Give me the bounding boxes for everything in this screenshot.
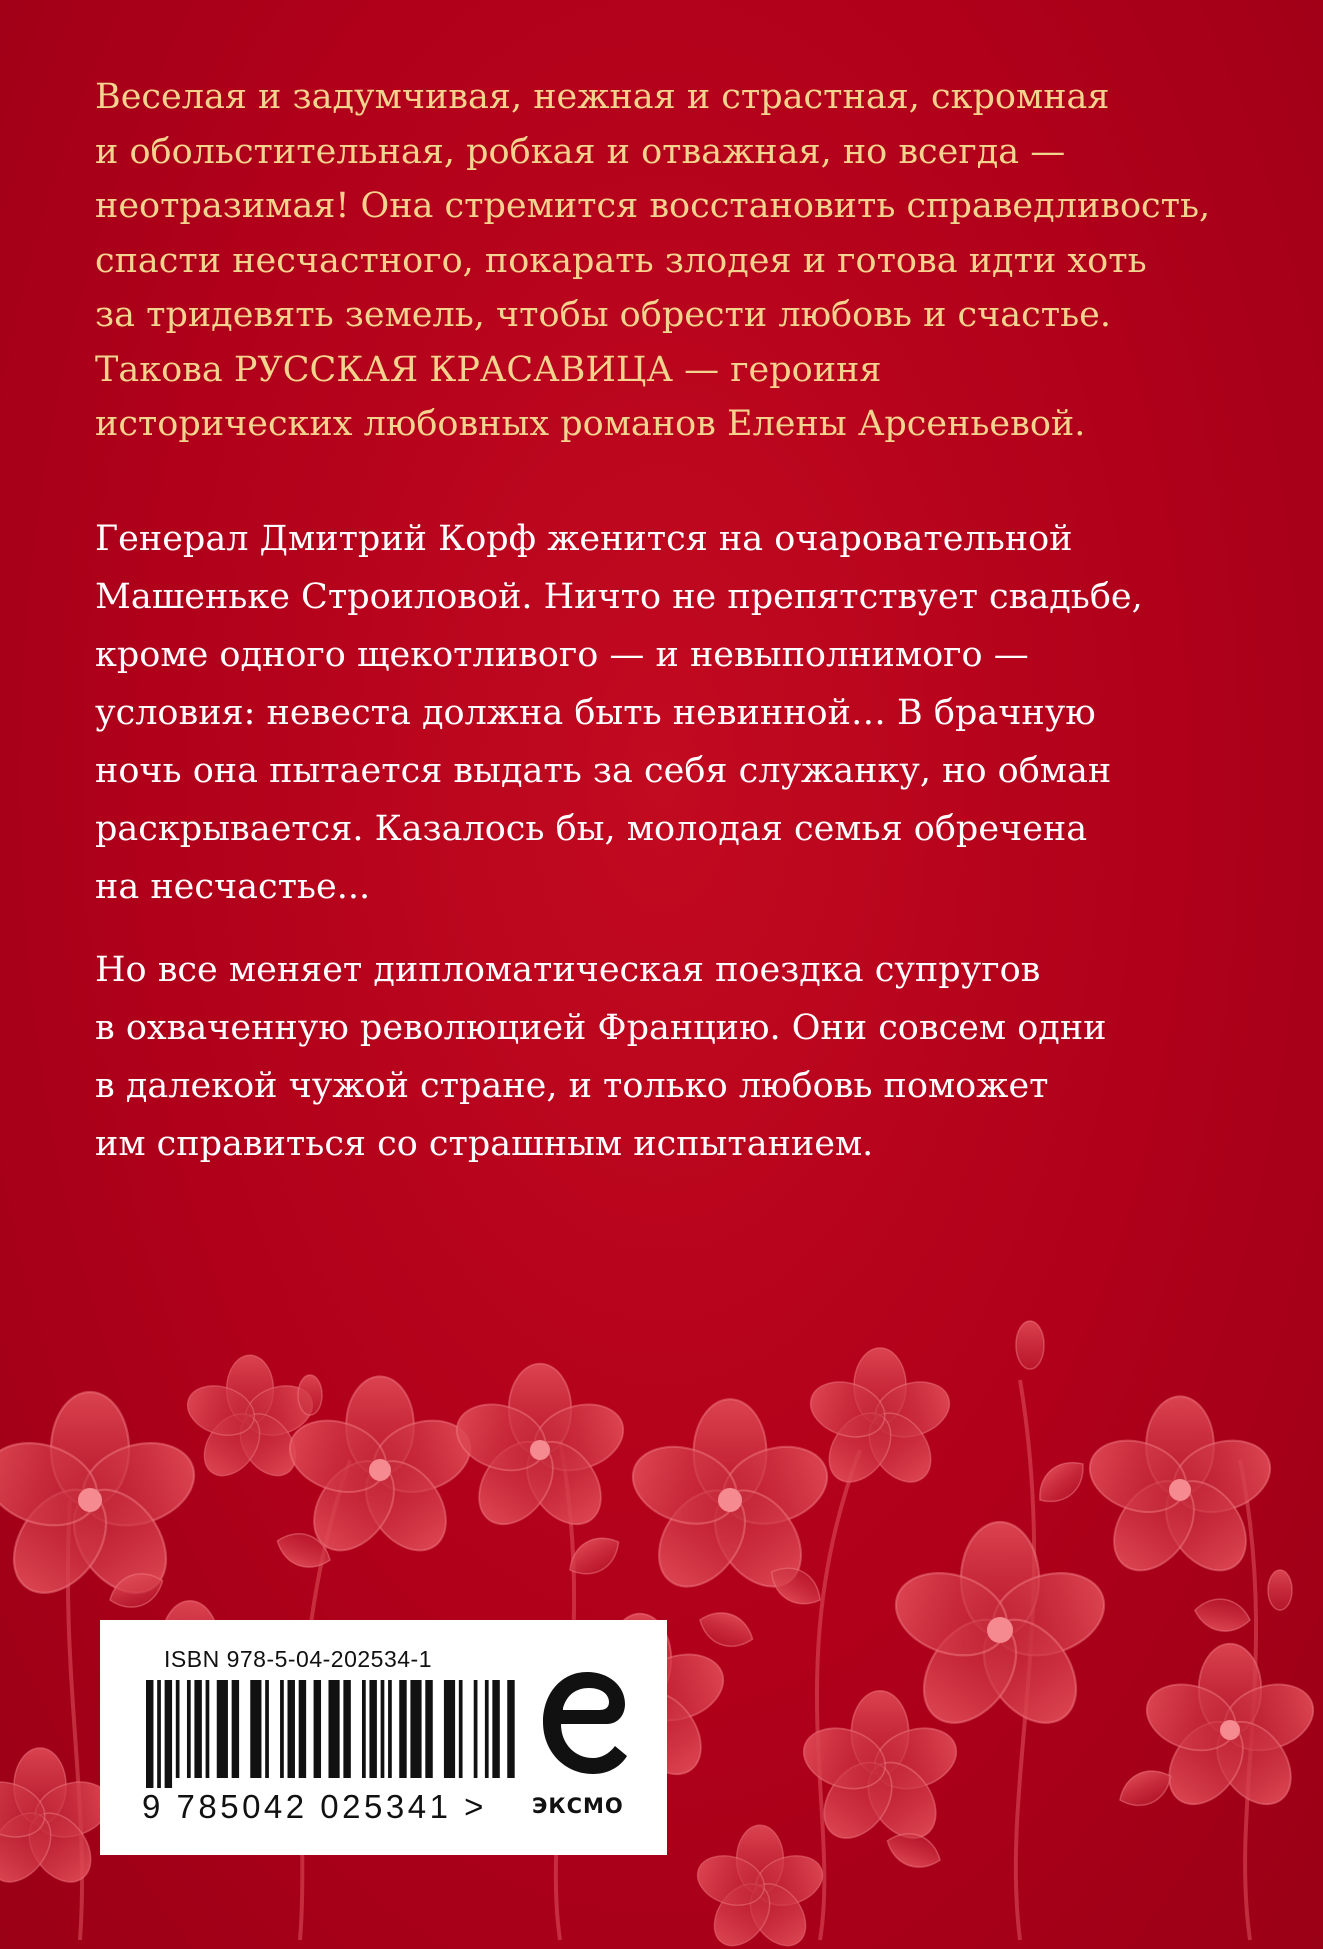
- synopsis-line: условия: невеста должна быть невинной… В брачную: [95, 693, 1096, 733]
- intro-line: неотразимая! Она стремится восстановить справедливость,: [95, 186, 1211, 226]
- barcode-bar: [250, 1680, 261, 1778]
- barcode-bar: [194, 1680, 201, 1778]
- barcode-bar: [217, 1680, 228, 1778]
- barcode-bar: [280, 1680, 284, 1778]
- publisher-name: ЭКСМО: [532, 1794, 624, 1818]
- intro-line: исторических любовных романов Елены Арсеньевой.: [95, 404, 1086, 444]
- synopsis-paragraph-1: [95, 510, 1245, 916]
- barcode-bar: [459, 1680, 463, 1778]
- barcode-bar: [444, 1680, 455, 1778]
- eksmo-logo-icon: [535, 1668, 635, 1780]
- isbn-label: ISBN 978-5-04-202534-1: [164, 1646, 432, 1672]
- synopsis-line: кроме одного щекотливого — и невыполнимого —: [95, 635, 1029, 675]
- barcode-bar: [265, 1680, 269, 1778]
- barcode-bar: [410, 1680, 421, 1778]
- barcode-bar: [343, 1680, 350, 1778]
- synopsis-line: в далекой чужой стране, и только любовь поможет: [95, 1066, 1049, 1106]
- barcode-bar: [474, 1680, 478, 1778]
- barcode-bar: [507, 1680, 514, 1778]
- intro-line: Веселая и задумчивая, нежная и страстная, скромная: [95, 77, 1110, 117]
- synopsis-paragraph-2: [95, 941, 1245, 1173]
- barcode-bar: [328, 1680, 339, 1778]
- synopsis-line: в охваченную революцией Францию. Они совсем одни: [95, 1008, 1107, 1048]
- barcode-bar: [146, 1680, 153, 1788]
- synopsis-line: на несчастье...: [95, 867, 371, 907]
- barcode-bar: [362, 1680, 366, 1778]
- series-intro: [95, 70, 1245, 452]
- barcode-bar: [232, 1680, 239, 1778]
- barcode-bar: [314, 1680, 321, 1778]
- barcode-panel: [100, 1620, 667, 1855]
- barcode-digits: 9 785042 025341 >: [142, 1788, 487, 1825]
- barcode-bar: [399, 1680, 406, 1778]
- barcode-bar: [492, 1680, 499, 1778]
- intro-line: за тридевять земель, чтобы обрести любовь и счастье.: [95, 295, 1112, 335]
- intro-line: Такова РУССКАЯ КРАСАВИЦА — героиня: [95, 349, 882, 390]
- synopsis-line: Машеньке Строиловой. Ничто не препятствует свадьбе,: [95, 577, 1143, 617]
- barcode-bar: [381, 1680, 385, 1778]
- barcode-bar: [206, 1680, 210, 1778]
- barcode-bar: [288, 1680, 295, 1778]
- synopsis-line: ночь она пытается выдать за себя служанку, но обман: [95, 751, 1112, 791]
- barcode: [136, 1680, 516, 1788]
- barcode-bar: [187, 1680, 191, 1778]
- synopsis-line: им справиться со страшным испытанием.: [95, 1124, 874, 1164]
- barcode-bar: [425, 1680, 432, 1778]
- synopsis-line: раскрывается. Казалось бы, молодая семья обречена: [95, 809, 1088, 849]
- barcode-bar: [485, 1680, 489, 1778]
- barcode-bar: [176, 1680, 180, 1778]
- synopsis-line: Генерал Дмитрий Корф женится на очаровательной: [95, 519, 1073, 559]
- barcode-bar: [157, 1680, 161, 1788]
- intro-line: и обольстительная, робкая и отважная, но всегда —: [95, 131, 1066, 172]
- barcode-bar: [299, 1680, 306, 1778]
- synopsis-line: Но все меняет дипломатическая поездка супругов: [95, 950, 1041, 990]
- barcode-bar: [165, 1680, 172, 1788]
- intro-line: спасти несчастного, покарать злодея и готова идти хоть: [95, 240, 1147, 281]
- barcode-bar: [369, 1680, 376, 1778]
- barcode-bar: [388, 1680, 392, 1778]
